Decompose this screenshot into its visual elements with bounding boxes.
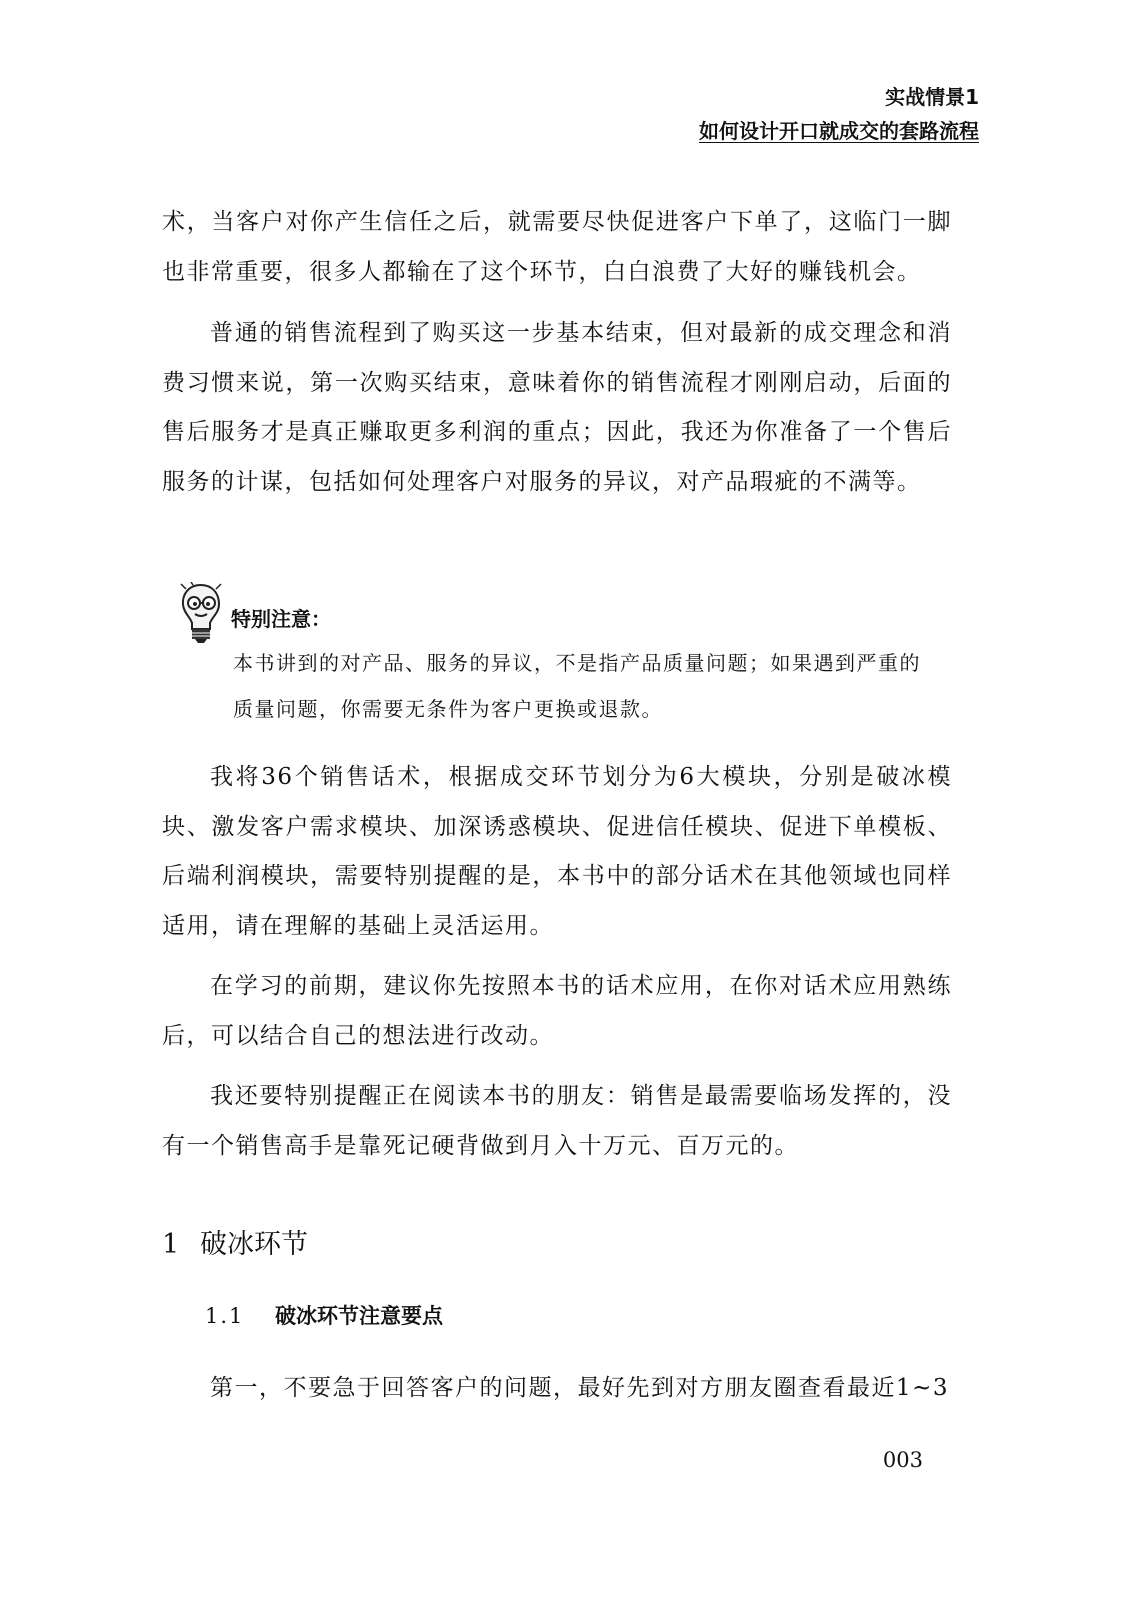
note-text: 本书讲到的对产品、服务的异议，不是指产品质量问题；如果遇到严重的质量问题，你需要无条件为客户更换或退款。 — [233, 651, 921, 721]
lightbulb-character-icon — [176, 582, 226, 644]
chapter-title: 破冰环节 — [200, 1229, 308, 1260]
paragraph-3: 我将36个销售话术，根据成交环节划分为6大模块，分别是破冰模块、激发客户需求模块、加深诱惑模块、促进信任模块、促进下单模板、后端利润模块，需要特别提醒的是，本书中的部分话术在其他领域也同样适用，请在理解的基础上灵活运用。 — [162, 764, 952, 939]
paragraph-4: 在学习的前期，建议你先按照本书的话术应用，在你对话术应用熟练后，可以结合自己的想法进行改动。 — [162, 973, 952, 1049]
section-number: 1.1 — [205, 1304, 245, 1328]
page-number: 003 — [882, 1448, 923, 1472]
running-header — [699, 80, 979, 148]
paragraph-2: 普通的销售流程到了购买这一步基本结束，但对最新的成交理念和消费习惯来说，第一次购买结束，意味着你的销售流程才刚刚启动，后面的售后服务才是真正赚取更多利润的重点；因此，我还为你准备了一个售后服务的计谋，包括如何处理客户对服务的异议，对产品瑕疵的不满等。 — [162, 320, 952, 495]
note-title: 特别注意： — [231, 607, 331, 631]
header-title: 如何设计开口就成交的套路流程 — [699, 119, 979, 143]
chapter-number: 1 — [162, 1229, 180, 1260]
paragraph-1: 术，当客户对你产生信任之后，就需要尽快促进客户下单了，这临门一脚也非常重要，很多人都输在了这个环节，白白浪费了大好的赚钱机会。 — [162, 209, 952, 285]
paragraph-6: 第一，不要急于回答客户的问题，最好先到对方朋友圈查看最近1~3 — [210, 1375, 950, 1401]
section-title: 破冰环节注意要点 — [275, 1304, 443, 1328]
chapter-heading — [162, 1222, 308, 1261]
header-chapter: 实战情景1 — [885, 85, 979, 109]
section-heading — [205, 1300, 443, 1330]
paragraph-5: 我还要特别提醒正在阅读本书的朋友：销售是最需要临场发挥的，没有一个销售高手是靠死记硬背做到月入十万元、百万元的。 — [162, 1083, 952, 1159]
